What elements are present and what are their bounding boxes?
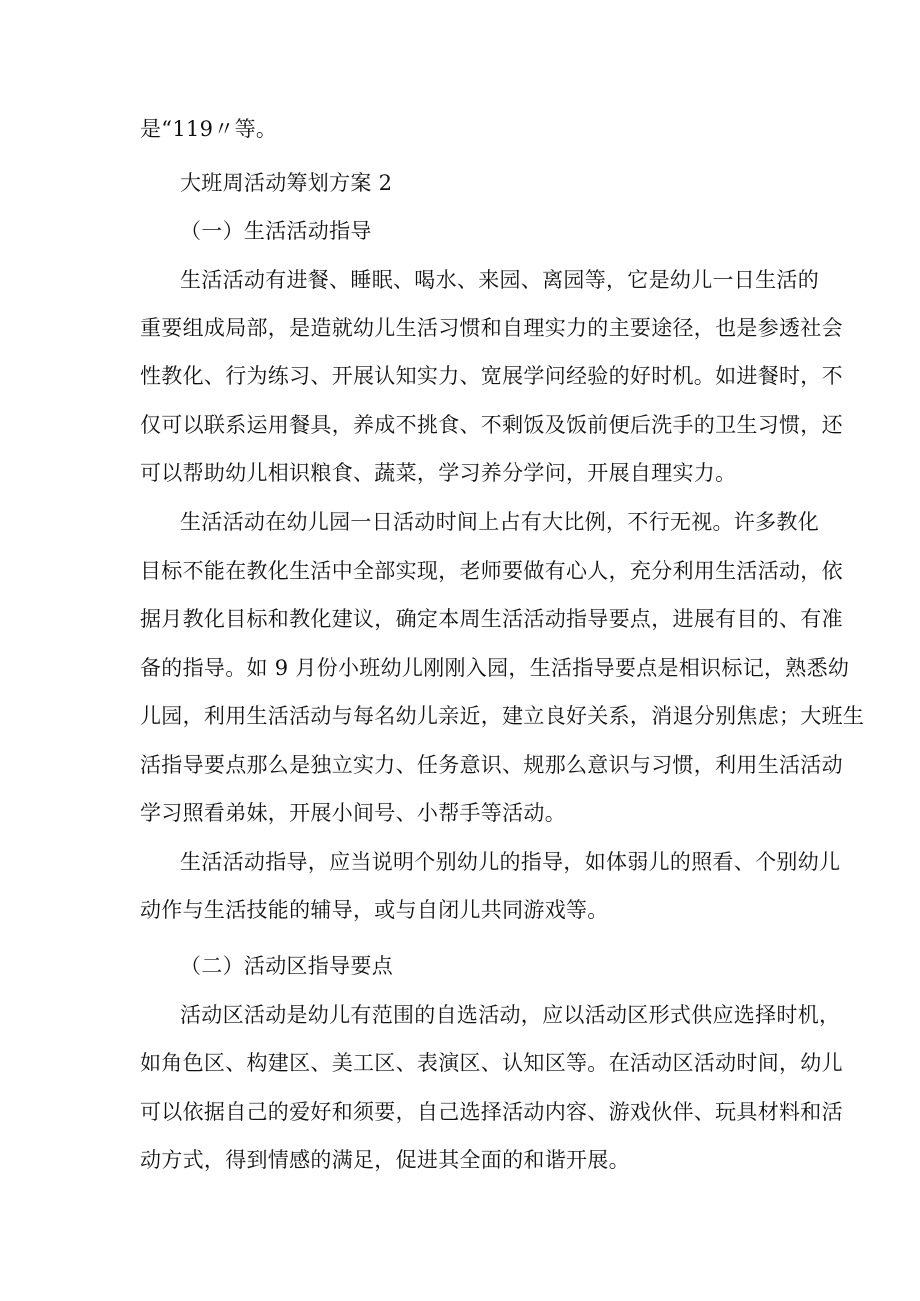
paragraph-line: 生活活动有进餐、睡眠、喝水、来园、离园等，它是幼儿一日生活的 <box>180 268 819 292</box>
paragraph-line: 活指导要点那么是独立实力、任务意识、规那么意识与习惯，利用生活活动 <box>140 753 843 777</box>
paragraph-line: 动方式，得到情感的满足，促进其全面的和谐开展。 <box>140 1148 630 1172</box>
paragraph-line: 动作与生活技能的辅导，或与自闭儿共同游戏等。 <box>140 898 609 922</box>
section-heading-activity-areas: （二）活动区指导要点 <box>180 954 393 978</box>
paragraph-line: 生活活动在幼儿园一日活动时间上占有大比例，不行无视。许多教化 <box>180 510 819 534</box>
paragraph-line: 目标不能在教化生活中全部实现，老师要做有心人，充分利用生活活动，依 <box>140 559 843 583</box>
paragraph-line: 活动区活动是幼儿有范围的自选活动，应以活动区形式供应选择时机， <box>180 1003 841 1027</box>
paragraph-line: 可以帮助幼儿相识粮食、蔬菜，学习养分学问，开展自理实力。 <box>140 461 737 485</box>
lead-line: 是“119〃等。 <box>140 117 278 141</box>
paragraph-line: 备的指导。如 9 月份小班幼儿刚刚入园，生活指导要点是相识标记，熟悉幼 <box>140 656 850 680</box>
document-title: 大班周活动筹划方案 2 <box>180 171 393 195</box>
paragraph-line: 据月教化目标和教化建议，确定本周生活活动指导要点，进展有目的、有准 <box>140 607 843 631</box>
paragraph-line: 性教化、行为练习、开展认知实力、宽展学问经验的好时机。如进餐时，不 <box>140 364 843 388</box>
paragraph-line: 学习照看弟妹，开展小间号、小帮手等活动。 <box>140 801 566 825</box>
section-heading-life-activities: （一）生活活动指导 <box>180 219 372 243</box>
paragraph-line: 如角色区、构建区、美工区、表演区、认知区等。在活动区活动时间，幼儿 <box>140 1051 843 1075</box>
paragraph-line: 生活活动指导，应当说明个别幼儿的指导，如体弱儿的照看、个别幼儿 <box>180 850 841 874</box>
paragraph-line: 可以依据自己的爱好和须要，自己选择活动内容、游戏伙伴、玩具材料和活 <box>140 1100 843 1124</box>
paragraph-line: 重要组成局部，是造就幼儿生活习惯和自理实力的主要途径，也是参透社会 <box>140 316 843 340</box>
paragraph-line: 仅可以联系运用餐具，养成不挑食、不剩饭及饭前便后洗手的卫生习惯，还 <box>140 413 843 437</box>
paragraph-line: 儿园，利用生活活动与每名幼儿亲近，建立良好关系，消退分别焦虑；大班生 <box>140 704 865 728</box>
